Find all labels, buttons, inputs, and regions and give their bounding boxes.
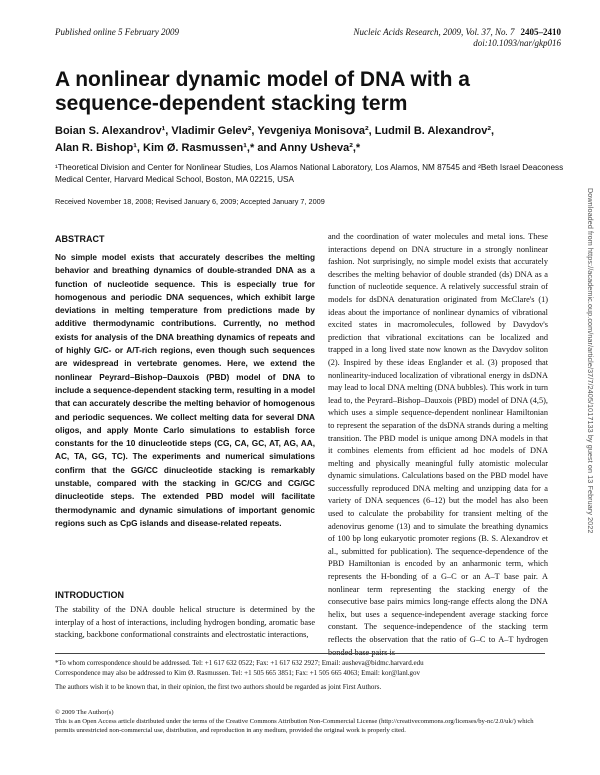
license-text: This is an Open Access article distributed under the terms of the Creative Commons Attribution Non-Commercial License (http://creativecommons.org/licenses/by-nc/2.0/uk/) which permits unrestricted non-commercial use, distribution, and reproduction in any medium, provided the original work is properly cited. [55, 718, 534, 735]
submission-dates: Received November 18, 2008; Revised January 6, 2009; Accepted January 7, 2009 [55, 197, 325, 206]
introduction-body: The stability of the DNA double helical structure is determined by the interplay of a host of interactions, including hydrogen bonding, aromatic base stacking, backbone conformational constraints and electrostatic interactions, [55, 605, 315, 640]
left-column [55, 231, 315, 530]
abstract-heading: ABSTRACT [55, 234, 105, 244]
right-column [328, 231, 548, 659]
joint-authorship-note: The authors wish it to be known that, in their opinion, the first two authors should be regarded as joint First Authors. [55, 682, 382, 691]
copyright-line: © 2009 The Author(s) [55, 709, 114, 716]
published-date: Published online 5 February 2009 [55, 27, 179, 37]
authors-line: Alan R. Bishop¹, Kim Ø. Rasmussen¹,* and Anny Usheva²,* [55, 142, 361, 154]
author-list [55, 123, 565, 157]
abstract-body: No simple model exists that accurately describes the melting behavior and breathing dynamics of double-stranded DNA as a function of nucleotide sequence. This is especially true for homogenous and periodic DNA sequences, which exhibit large deviations in melting temperature from predictions made by additive thermodynamic contributions. Currently, no method exists for analysis of the DNA breathing dynamics of repeats and of highly G/C- or A/T-rich regions, even though such sequences are widespread in vertebrate genomes. Here, we extend the nonlinear Peyrard–Bishop–Dauxois (PBD) model of DNA to include a sequence-dependent stacking term, resulting in a model that can accurately describe the melting behavior of homogenous and periodic sequences. We collect melting data for several DNA oligos, and apply Monte Carlo simulations to establish force constants for the 10 dinucleotide steps (CG, CA, GC, AT, AG, AA, AC, TA, GG, TC). The experiments and numerical simulations confirm that the GG/CC dinucleotide stacking is remarkably unstable, compared with the stacking in GC/CG and CG/GC dinucleotide steps. The extended PBD model will facilitate thermodynamic and dynamic simulations of important genomic regions such as CpG islands and disease-related repeats. [55, 253, 315, 528]
doi-link[interactable]: doi:10.1093/nar/gkp016 [473, 38, 561, 48]
correspondence-note: Correspondence may also be addressed to Kim Ø. Rasmussen. Tel: +1 505 665 3851; Fax: +1 505 665 4063; Email: kor@lanl.gov [55, 668, 421, 677]
introduction-heading: INTRODUCTION [55, 590, 124, 600]
journal-name: Nucleic Acids Research, 2009, Vol. 37, No. 7 [353, 27, 515, 37]
affiliations: ¹Theoretical Division and Center for Nonlinear Studies, Los Alamos National Laboratory, Los Alamos, NM 87545 and ²Beth Israel Deaconess Medical Center, Harvard Medical School, Boston, MA 02215, USA [55, 163, 564, 184]
footnotes [55, 659, 550, 692]
authors-line: Boian S. Alexandrov¹, Vladimir Gelev², Yevgeniya Monisova², Ludmil B. Alexandrov², [55, 125, 495, 137]
journal-citation [354, 27, 561, 49]
paper-title: A nonlinear dynamic model of DNA with a sequence-dependent stacking term [55, 68, 470, 115]
download-stamp-text: Downloaded from https://academic.oup.com/nar/article/37/7/2405/1017133 by guest on 13 February 2022 [586, 188, 595, 534]
copyright-notice [55, 708, 550, 736]
correspondence-note: *To whom correspondence should be addressed. Tel: +1 617 632 0522; Fax: +1 617 632 2927; Email: ausheva@bidmc.harvard.edu [55, 659, 424, 667]
footnote-divider [55, 653, 545, 654]
download-stamp [585, 188, 595, 588]
body-text: and the coordination of water molecules and metal ions. These interactions depend on DNA structure in a strongly nonlinear fashion. Not surprisingly, no simple model exists that accurately describes the melting behavior of double stranded (ds) DNA as a function of nucleotide sequence. A relatively successful strain of models for dsDNA denaturation originated from McClare's (1) ideas about the importance of nonlinear dynamics of vibrational excited states in macromolecules, followed by Davydov's prediction that vibrational excitations can be localized and trapped in a long lived state now known as the Davydov soliton (2). Inspired by these ideas Englander et al. (3) proposed that nonlinearity-induced localization of vibrational energy in dsDNA may lead to local DNA melting (DNA bubbles). This work in turn lead to, the Peyrard–Bishop–Dauxois (PBD) model of DNA (4,5), which uses a simple sequence-dependent nonlinear Hamiltonian to represent the separation of the dsDNA strands during a melting transition. The PBD model is unique among DNA models in that it combines elements from efficient ad hoc models of DNA melting and physically meaningful fully atomistic molecular dynamic simulations. Calculations based on the PBD model have successfully reproduced DNA melting and unzipping data for a variety of DNA sequences (6–12) but the model has also been used to calculate the probability for transient melting of the adenovirus genome (13) and to simulate the breathing dynamics of 100 bp long eukaryotic promoter regions (B. S. Alexandrov et al., submitted for publication). The sequence-dependence of the PBD Hamiltonian is encoded by an anharmonic term, which represents the H-bonding of a G–C or an A–T base pair. A nonlinear term representing the stacking energy of the consecutive base pairs mimics long-range effects along the DNA helix, but uses a sequence-independent average stacking force constant. The sequence-independence of the stacking term reflects the observation that the ratio of G–C to A–T hydrogen bonded base pairs is [328, 232, 548, 657]
page-range: 2405–2410 [520, 27, 561, 37]
